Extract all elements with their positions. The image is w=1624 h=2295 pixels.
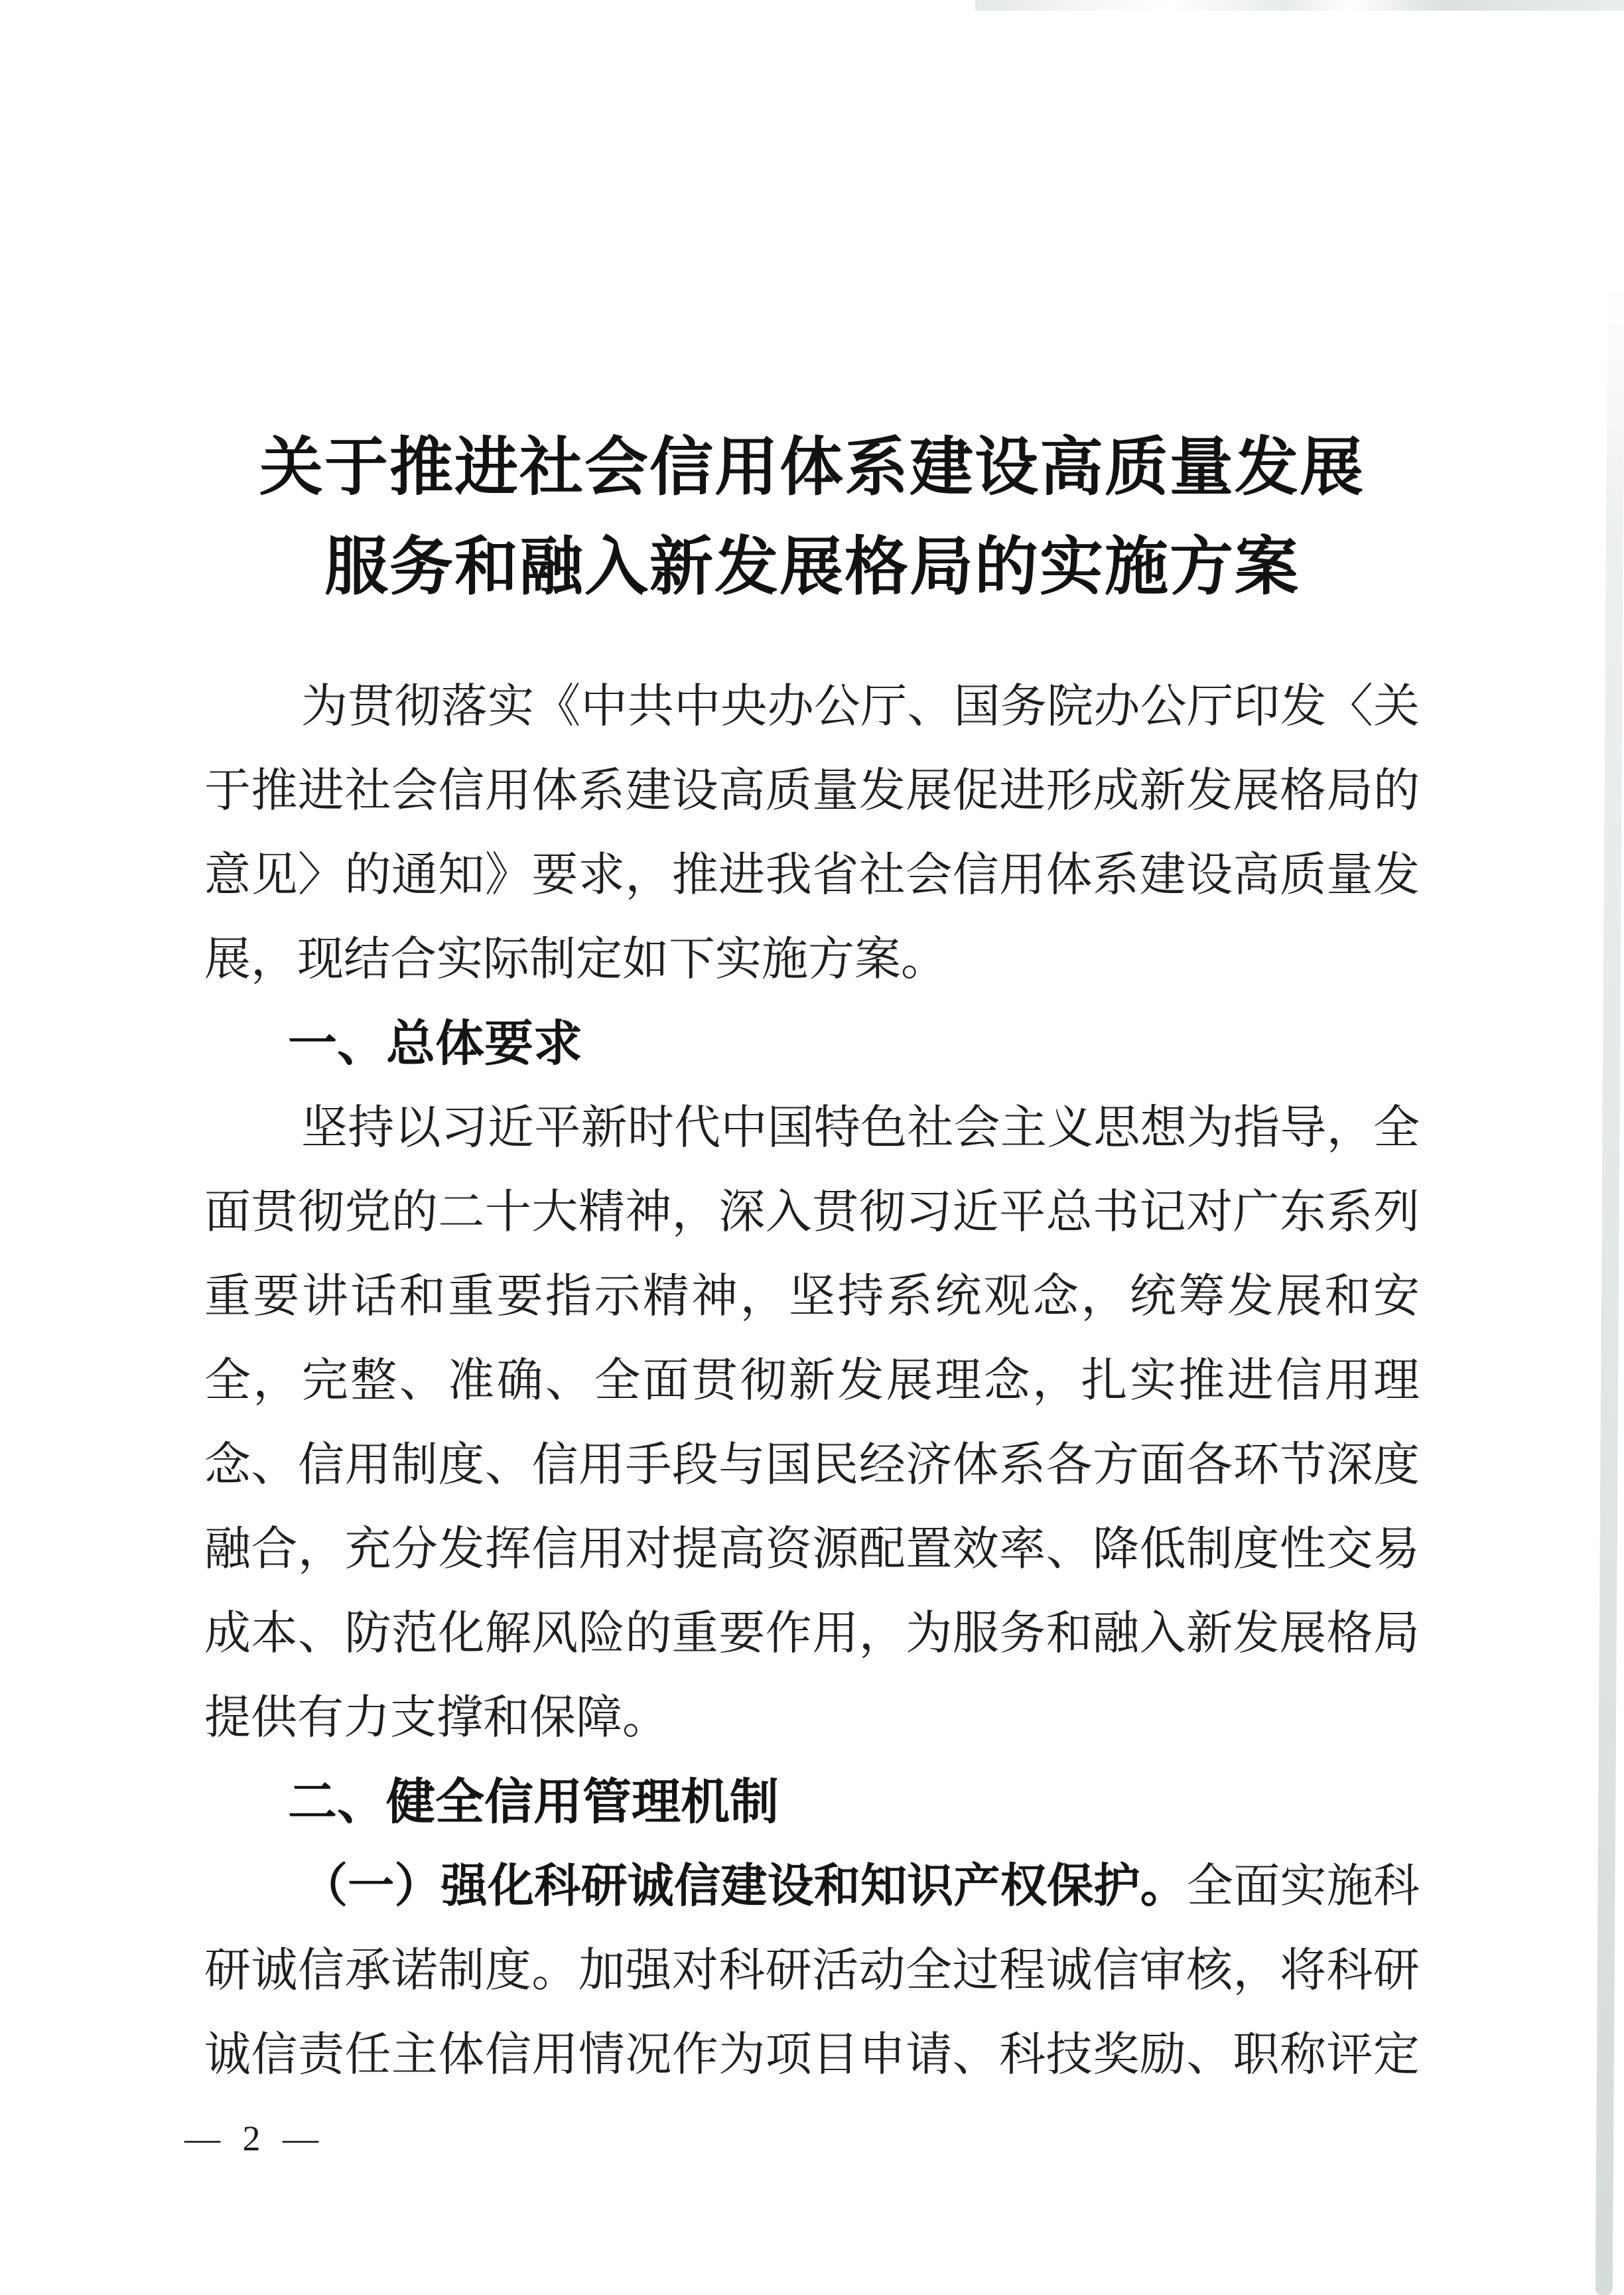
paragraph-2-line: 全，完整、准确、全面贯彻新发展理念，扎实推进信用理 [204, 1356, 1420, 1407]
paragraph-3-line: 诚信责任主体信用情况作为项目申请、科技奖励、职称评定 [204, 2030, 1420, 2081]
page-number: — 2 — [184, 2119, 325, 2158]
paragraph-1-line: 为贯彻落实《中共中央办公厅、国务院办公厅印发〈关 [301, 681, 1420, 732]
paragraph-2-line: 坚持以习近平新时代中国特色社会主义思想为指导，全 [301, 1103, 1420, 1154]
subsection-heading-research-integrity: （一）强化科研诚信建设和知识产权保护。 [301, 1861, 1187, 1912]
paragraph-2-line: 提供有力支撑和保障。 [204, 1693, 669, 1744]
paragraph-1-line: 展，现结合实际制定如下实施方案。 [204, 934, 947, 985]
paragraph-2-line: 重要讲话和重要指示精神，坚持系统观念，统筹发展和安 [204, 1271, 1420, 1322]
paragraph-3-line [204, 1844, 1420, 1929]
document-title-line-2: 服务和融入新发展格局的实施方案 [324, 531, 1300, 602]
document-body [204, 665, 1420, 2097]
paragraph-2-line: 面贯彻党的二十大精神，深入贯彻习近平总书记对广东系列 [204, 1187, 1420, 1238]
document-title-line-1: 关于推进社会信用体系建设高质量发展 [259, 432, 1365, 503]
paragraph-2-line: 融合，充分发挥信用对提高资源配置效率、降低制度性交易 [204, 1524, 1420, 1575]
paragraph-3-text: 全面实施科 [1186, 1861, 1420, 1912]
document-title [0, 418, 1624, 617]
paragraph-2-line: 成本、防范化解风险的重要作用，为服务和融入新发展格局 [204, 1608, 1420, 1659]
scan-artifact-top-edge [975, 0, 1624, 11]
paragraph-2-line: 念、信用制度、信用手段与国民经济体系各方面各环节深度 [204, 1440, 1420, 1491]
section-heading-credit-management: 二、健全信用管理机制 [288, 1773, 779, 1831]
paragraph-1-line: 于推进社会信用体系建设高质量发展促进形成新发展格局的 [204, 766, 1420, 817]
paragraph-1-line: 意见〉的通知》要求，推进我省社会信用体系建设高质量发 [204, 850, 1420, 901]
section-heading-general-requirements: 一、总体要求 [288, 1015, 582, 1072]
paragraph-3-line: 研诚信承诺制度。加强对科研活动全过程诚信审核，将科研 [204, 1945, 1420, 1996]
